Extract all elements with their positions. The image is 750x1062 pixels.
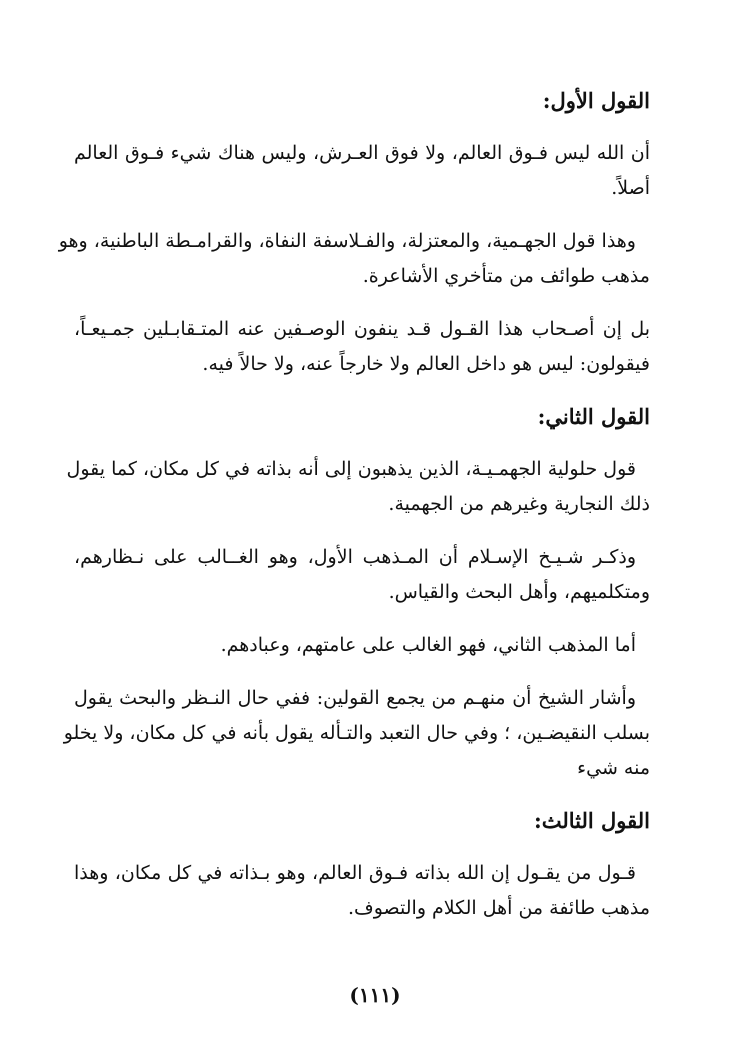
page-number: (١١١) — [349, 983, 401, 1007]
text-line: وذكـر شـيـخ الإسـلام أن المـذهب الأول، وهو الغــالب على نـظارهم، — [74, 546, 636, 568]
paragraph — [74, 540, 650, 610]
text-line: منه شيء — [577, 757, 650, 779]
text-line: فيقولون: ليس هو داخل العالم ولا خارجاً عنه، ولا حالاً فيه. — [202, 353, 650, 375]
paragraph — [66, 452, 650, 522]
text-line: وأشار الشيخ أن منهـم من يجمع القولين: ففي حال النـظر والبحث يقول — [74, 687, 636, 709]
text-line: قـول من يقـول إن الله بذاته فـوق العالم، وهو بـذاته في كل مكان، وهذا — [74, 862, 636, 884]
text-line: مذهب طائفة من أهل الكلام والتصوف. — [347, 897, 650, 919]
paragraph — [58, 224, 650, 294]
paragraph — [74, 136, 650, 206]
paragraph — [63, 681, 650, 786]
text-line: ذلك النجارية وغيرهم من الجهمية. — [388, 493, 650, 515]
text-line: أصلاً. — [611, 177, 650, 199]
section-heading: القول الثالث: — [533, 808, 650, 833]
text-line: وهذا قول الجهـمية، والمعتزلة، والفـلاسفة النفاة، والقرامـطة الباطنية، وهو — [58, 230, 636, 252]
text-line: بل إن أصـحاب هذا القـول قـد ينفون الوصـفين عنه المتـقابـلين جمـيعـاً، — [74, 318, 650, 340]
text-line: مذهب طوائف من متأخري الأشاعرة. — [362, 265, 650, 287]
page-content — [58, 84, 650, 944]
text-line: ومتكلميهم، وأهل البحث والقياس. — [388, 581, 650, 603]
text-line: بسلب النقيضـين، ؛ وفي حال التعبد والتـأله يقول بأنه في كل مكان، ولا يخلو — [63, 722, 650, 744]
text-line: أن الله ليس فـوق العالم، ولا فوق العـرش، وليس هناك شيء فـوق العالم — [74, 142, 650, 164]
section-heading: القول الثاني: — [537, 404, 650, 429]
paragraph — [74, 856, 650, 926]
paragraph — [74, 628, 650, 663]
section-heading: القول الأول: — [542, 88, 650, 113]
paragraph — [74, 312, 650, 382]
text-line: أما المذهب الثاني، فهو الغالب على عامتهم، وعبادهم. — [220, 634, 636, 656]
text-line: قول حلولية الجهمـيـة، الذين يذهبون إلى أنه بذاته في كل مكان، كما يقول — [66, 458, 636, 480]
